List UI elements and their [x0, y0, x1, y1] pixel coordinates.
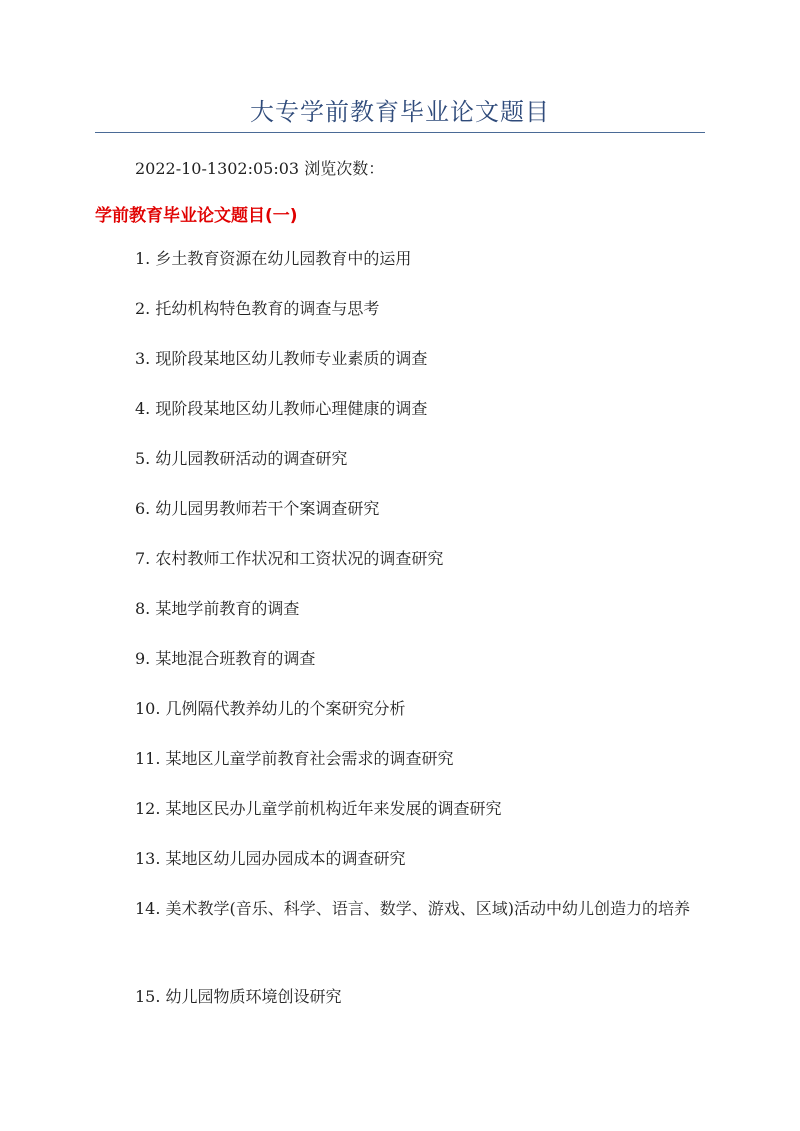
list-item: 9. 某地混合班教育的调查: [135, 649, 316, 668]
list-item: 3. 现阶段某地区幼儿教师专业素质的调查: [135, 349, 428, 368]
list-item: 12. 某地区民办儿童学前机构近年来发展的调查研究: [135, 799, 502, 818]
document-title: 大专学前教育毕业论文题目: [250, 98, 550, 126]
list-item: 14. 美术教学(音乐、科学、语言、数学、游戏、区域)活动中幼儿创造力的培养: [135, 899, 691, 918]
list-item: 10. 几例隔代教养幼儿的个案研究分析: [135, 699, 406, 718]
list-item: 7. 农村教师工作状况和工资状况的调查研究: [135, 549, 444, 568]
title-underline: [95, 132, 705, 133]
publish-meta: 2022-10-1302:05:03 浏览次数：: [135, 159, 385, 178]
list-item: 1. 乡土教育资源在幼儿园教育中的运用: [135, 249, 412, 268]
section-heading: 学前教育毕业论文题目(一): [95, 206, 298, 226]
list-item: 5. 幼儿园教研活动的调查研究: [135, 449, 348, 468]
list-item: 4. 现阶段某地区幼儿教师心理健康的调查: [135, 399, 428, 418]
list-item: 8. 某地学前教育的调查: [135, 599, 300, 618]
list-item: 15. 幼儿园物质环境创设研究: [135, 987, 342, 1006]
list-item: 11. 某地区儿童学前教育社会需求的调查研究: [135, 749, 454, 768]
list-item: 2. 托幼机构特色教育的调查与思考: [135, 299, 380, 318]
list-item: 6. 幼儿园男教师若干个案调查研究: [135, 499, 380, 518]
list-item: 13. 某地区幼儿园办园成本的调查研究: [135, 849, 406, 868]
